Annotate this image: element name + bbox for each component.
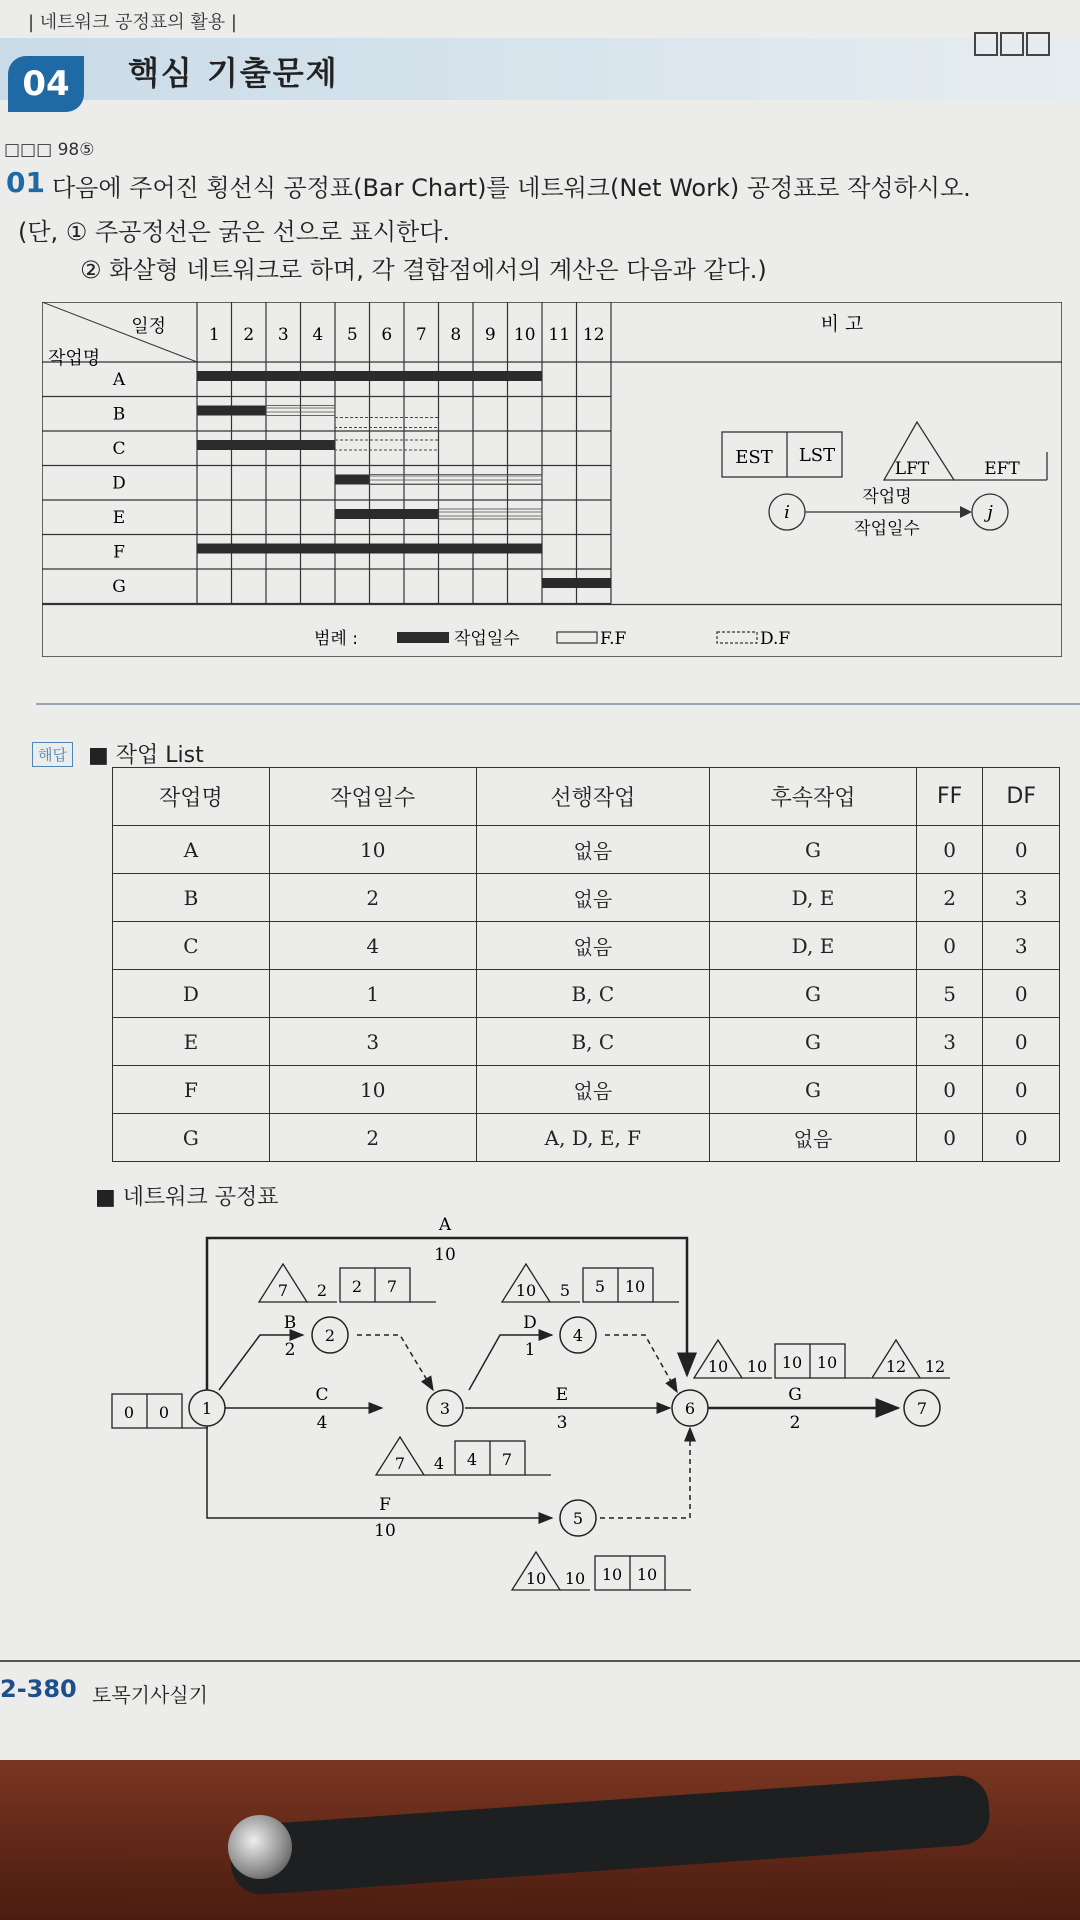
chapter-title: 핵심 기출문제 [128, 54, 339, 92]
key-node-j: j [987, 502, 993, 523]
task-label: B [112, 404, 126, 425]
table-cell: 2 [269, 874, 476, 922]
table-cell: 없음 [476, 1066, 709, 1114]
table-cell: 10 [269, 1066, 476, 1114]
table-cell: G [710, 1018, 917, 1066]
chapter-badge: 04 [8, 56, 84, 112]
table-cell: 없음 [476, 922, 709, 970]
table-cell: D, E [710, 922, 917, 970]
ff-bar [266, 406, 335, 416]
table-cell: E [113, 1018, 270, 1066]
label-b-dur: 2 [284, 1340, 296, 1360]
ff-bar [439, 509, 543, 519]
work-bar [335, 509, 439, 519]
label-b-name: B [283, 1313, 297, 1333]
legend-df-swatch [717, 632, 757, 643]
table-cell: F [113, 1066, 270, 1114]
table-cell: 없음 [476, 874, 709, 922]
task-label: E [112, 508, 126, 528]
n4-lft: 10 [515, 1281, 537, 1300]
table-cell: G [710, 826, 917, 874]
table-row [113, 1114, 1060, 1162]
table-cell: 4 [269, 922, 476, 970]
task-label: G [112, 577, 126, 597]
work-bar [197, 544, 542, 554]
table-cell: B, C [476, 970, 709, 1018]
task-label: F [113, 542, 125, 563]
n5-lft: 10 [525, 1569, 547, 1588]
answer-tag: 해답 [32, 742, 73, 767]
legend-ff-swatch [557, 632, 597, 643]
network-diagram [100, 1210, 980, 1610]
key-eft: EFT [984, 459, 1020, 479]
node-label: 7 [916, 1399, 928, 1418]
n5-lst: 10 [636, 1565, 658, 1584]
corner-bottom-label: 작업명 [48, 348, 101, 369]
n3-lst: 7 [501, 1450, 513, 1469]
legend-work: 작업일수 [454, 629, 520, 649]
question-meta: □□□ 98⑤ [4, 140, 95, 160]
node-label: 6 [684, 1399, 696, 1418]
table-cell: 10 [269, 826, 476, 874]
legend [314, 628, 790, 649]
key-est: EST [735, 447, 773, 468]
table-cell: 0 [916, 826, 983, 874]
worklist-title: ■ 작업 List [88, 743, 204, 768]
day-label: 8 [450, 325, 462, 345]
table-cell: 0 [916, 1066, 983, 1114]
dummy-4-6 [605, 1335, 677, 1392]
table-cell: 1 [269, 970, 476, 1018]
work-bar [197, 440, 335, 450]
node-label: 1 [201, 1399, 213, 1418]
work-bar [542, 578, 611, 588]
column-header: DF [983, 768, 1060, 826]
section-divider [36, 703, 1080, 705]
label-g-name: G [788, 1385, 802, 1405]
table-cell: 0 [916, 922, 983, 970]
key-node-i: i [784, 502, 790, 523]
table-row [113, 1018, 1060, 1066]
label-e-name: E [555, 1385, 569, 1405]
section-tab: | 네트워크 공정표의 활용 | [28, 12, 237, 33]
n7-eft: 12 [924, 1357, 946, 1376]
n2-eft: 2 [316, 1281, 328, 1300]
n4-lst: 10 [624, 1277, 646, 1296]
corner-top-label: 일정 [131, 316, 166, 337]
table-cell: D [113, 970, 270, 1018]
work-bar [335, 475, 370, 485]
legend-df: D.F [760, 629, 791, 649]
dummy-2-3 [357, 1335, 433, 1390]
table-cell: G [113, 1114, 270, 1162]
table-cell: 0 [983, 1114, 1060, 1162]
table-cell: G [710, 1066, 917, 1114]
table-row [113, 1066, 1060, 1114]
condition-1: (단, ① 주공정선은 굵은 선으로 표시한다. [18, 218, 451, 246]
question-number: 01 [6, 166, 45, 199]
df-bar [335, 418, 439, 428]
legend-label: 범례 : [314, 629, 358, 649]
day-label: 3 [277, 325, 289, 345]
label-d-name: D [523, 1313, 537, 1333]
label-f-dur: 10 [374, 1521, 396, 1541]
arrow-d [469, 1335, 552, 1390]
column-header: 선행작업 [476, 768, 709, 826]
n4-eft: 5 [559, 1281, 571, 1300]
label-c-dur: 4 [316, 1413, 328, 1433]
n6-eft: 10 [746, 1357, 768, 1376]
column-header: 작업명 [113, 768, 270, 826]
table-cell: 0 [983, 1018, 1060, 1066]
table-cell: 2 [269, 1114, 476, 1162]
table-cell: 0 [916, 1114, 983, 1162]
node-label: 4 [572, 1326, 584, 1345]
ff-bar [370, 475, 543, 485]
day-label: 10 [513, 325, 536, 345]
n7-lft: 12 [885, 1357, 907, 1376]
label-f-name: F [379, 1495, 391, 1515]
table-row [113, 874, 1060, 922]
book-title: 토목기사실기 [92, 1683, 208, 1707]
key-lft: LFT [894, 459, 930, 479]
footer-line [0, 1660, 1080, 1662]
legend-ff: F.F [600, 629, 627, 649]
table-cell: D, E [710, 874, 917, 922]
table-cell: 3 [983, 922, 1060, 970]
node-label: 3 [439, 1399, 451, 1418]
table-row [113, 826, 1060, 874]
day-label: 12 [582, 325, 605, 345]
task-label: C [112, 439, 126, 459]
n3-eft: 4 [433, 1454, 445, 1473]
day-label: 6 [381, 325, 393, 345]
table-cell: 5 [916, 970, 983, 1018]
page-number: 2-380 [0, 1675, 77, 1703]
day-label: 2 [243, 325, 255, 345]
label-a-name: A [438, 1215, 452, 1235]
table-cell: B [113, 874, 270, 922]
table-cell: 3 [916, 1018, 983, 1066]
work-bar [197, 406, 266, 416]
clip-rivet [228, 1815, 292, 1879]
n2-lft: 7 [277, 1281, 289, 1300]
table-cell: 0 [983, 1066, 1060, 1114]
day-label: 1 [208, 325, 220, 345]
column-header: 작업일수 [269, 768, 476, 826]
condition-2: ② 화살형 네트워크로 하며, 각 결합점에서의 계산은 다음과 같다.) [80, 256, 767, 284]
n6-lft: 10 [707, 1357, 729, 1376]
column-header: FF [916, 768, 983, 826]
network-title: ■ 네트워크 공정표 [95, 1185, 279, 1210]
question-text: 다음에 주어진 횡선식 공정표(Bar Chart)를 네트워크(Net Work) 공정표로 작성하시오. [52, 174, 971, 202]
table-cell: 0 [983, 970, 1060, 1018]
table-cell: 2 [916, 874, 983, 922]
label-d-dur: 1 [524, 1340, 536, 1360]
key-duration: 작업일수 [854, 519, 920, 539]
task-label: A [112, 370, 126, 390]
n1-est: 0 [123, 1403, 135, 1422]
remarks-header: 비 고 [820, 313, 864, 335]
day-label: 4 [312, 325, 324, 345]
table-cell: A, D, E, F [476, 1114, 709, 1162]
day-label: 11 [548, 325, 571, 345]
n5-eft: 10 [564, 1569, 586, 1588]
n4-est: 5 [594, 1277, 606, 1296]
label-a-dur: 10 [434, 1245, 456, 1265]
key-activity: 작업명 [862, 487, 912, 507]
table-cell: A [113, 826, 270, 874]
label-g-dur: 2 [789, 1413, 801, 1433]
table-cell: 3 [269, 1018, 476, 1066]
label-c-name: C [315, 1385, 329, 1405]
work-list-table [112, 767, 1060, 1162]
table-cell: G [710, 970, 917, 1018]
table-row [113, 970, 1060, 1018]
key-lst: LST [798, 445, 836, 466]
table-cell: 0 [983, 826, 1060, 874]
task-label: D [112, 473, 126, 494]
table-cell: B, C [476, 1018, 709, 1066]
n3-lft: 7 [394, 1454, 406, 1473]
node-key-diagram [722, 422, 1047, 539]
column-header: 후속작업 [710, 768, 917, 826]
table-cell: C [113, 922, 270, 970]
work-bar [197, 371, 542, 381]
n2-lst: 7 [386, 1277, 398, 1296]
dummy-5-6 [600, 1428, 690, 1518]
bar-chart [42, 302, 1062, 657]
n6-est: 10 [781, 1353, 803, 1372]
check-boxes [974, 32, 1050, 56]
n5-est: 10 [601, 1565, 623, 1584]
day-label: 7 [415, 325, 427, 345]
n1-lst: 0 [158, 1403, 170, 1422]
table-row [113, 922, 1060, 970]
n3-est: 4 [466, 1450, 478, 1469]
day-label: 5 [346, 325, 358, 345]
day-label: 9 [484, 325, 496, 345]
node-label: 2 [324, 1326, 336, 1345]
n6-lst: 10 [816, 1353, 838, 1372]
df-bar [335, 440, 439, 450]
table-cell: 없음 [710, 1114, 917, 1162]
table-cell: 3 [983, 874, 1060, 922]
label-e-dur: 3 [556, 1413, 568, 1433]
node-label: 5 [572, 1509, 584, 1528]
table-cell: 없음 [476, 826, 709, 874]
legend-work-swatch [397, 632, 449, 643]
n2-est: 2 [351, 1277, 363, 1296]
